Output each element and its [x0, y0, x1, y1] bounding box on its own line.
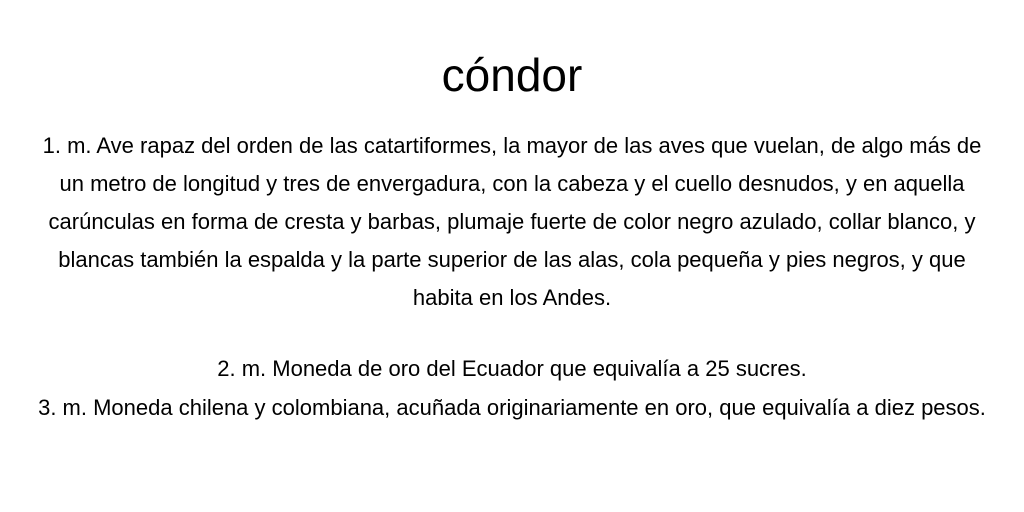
entry-word-title: cóndor	[441, 49, 583, 101]
definition-3: 3. m. Moneda chilena y colombiana, acuñada originariamente en oro, que equivalía a diez pesos.	[38, 395, 986, 420]
definition-2: 2. m. Moneda de oro del Ecuador que equivalía a 25 sucres.	[217, 356, 807, 381]
definition-1: 1. m. Ave rapaz del orden de las catartiformes, la mayor de las aves que vuelan, de algo más de un metro de longitud y tres de envergadura, con la cabeza y el cuello desnudos, y en aquella carúnculas en forma de cresta y barbas, plumaje fuerte de color negro azulado, collar blanco, y blancas también la espalda y la parte superior de las alas, cola pequeña y pies negros, y que habita en los Andes.	[42, 133, 982, 310]
